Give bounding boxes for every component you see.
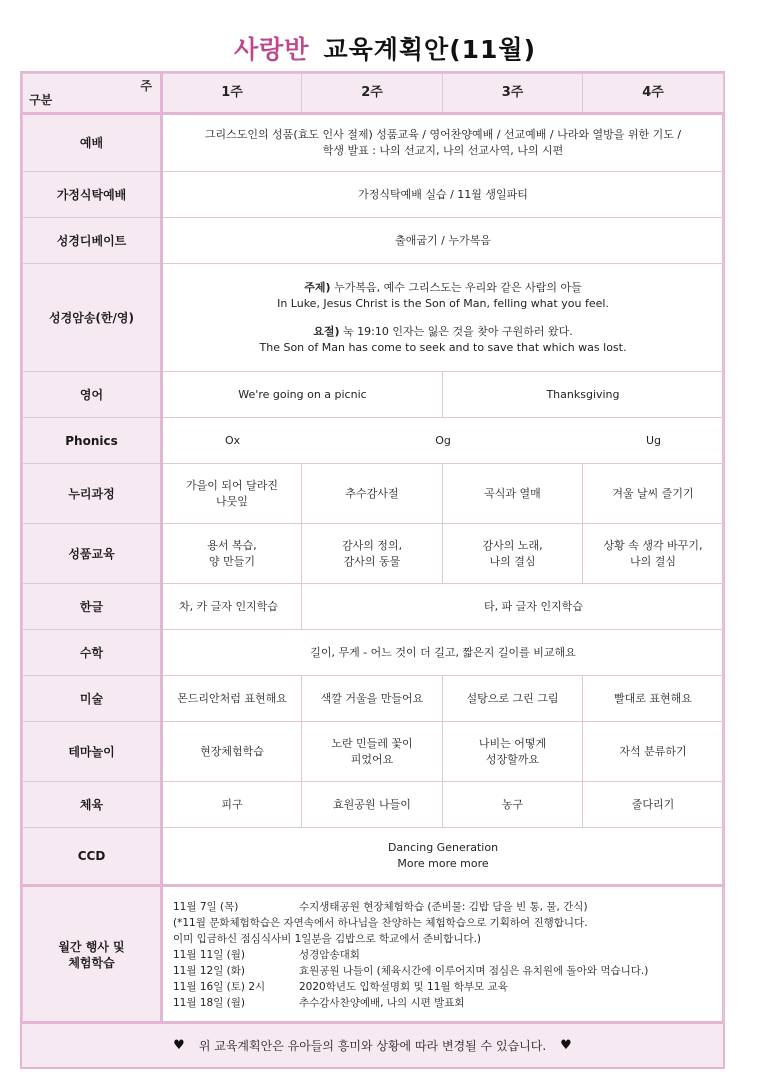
header-row bbox=[23, 74, 724, 114]
theme-en: In Luke, Jesus Christ is the Son of Man, felling what you feel. bbox=[277, 296, 609, 310]
row-events bbox=[23, 886, 724, 1024]
lesson-plan-table bbox=[22, 73, 724, 1024]
art-week-2: 색깔 거울을 만들어요 bbox=[302, 676, 443, 722]
row-label: 수학 bbox=[23, 630, 162, 676]
row-label: 예배 bbox=[23, 114, 162, 172]
event-item: 11월 11일 (월) 성경암송대회 bbox=[173, 949, 360, 961]
row-label: 가정식탁예배 bbox=[23, 172, 162, 218]
event-note: (*11월 문화체험학습은 자연속에서 하나님을 찬양하는 체험학습으로 기획하여 진행합니다. bbox=[173, 917, 588, 929]
phonics-og: Og bbox=[435, 433, 451, 447]
row-family bbox=[23, 172, 724, 218]
event-item: 11월 18일 (월) 추수감사찬양예배, 나의 시편 발표회 bbox=[173, 997, 465, 1009]
row-label: 테마놀이 bbox=[23, 722, 162, 782]
row-label: 성품교육 bbox=[23, 524, 162, 584]
ccd-content: Dancing Generation More more more bbox=[162, 828, 724, 886]
art-week-3: 설탕으로 그린 그림 bbox=[443, 676, 583, 722]
week-1-header: 1주 bbox=[162, 74, 302, 114]
hangul-weeks-2-4: 타, 파 글자 인지학습 bbox=[302, 584, 724, 630]
worship-content bbox=[162, 114, 724, 172]
row-label: Phonics bbox=[23, 418, 162, 464]
debate-content: 출애굽기 / 누가복음 bbox=[162, 218, 724, 264]
row-pe bbox=[23, 782, 724, 828]
row-hangul bbox=[23, 584, 724, 630]
phonics-ug: Ug bbox=[645, 433, 661, 447]
row-label: 월간 행사 및 체험학습 bbox=[23, 886, 162, 1024]
row-debate bbox=[23, 218, 724, 264]
art-week-4: 빨대로 표현해요 bbox=[583, 676, 724, 722]
theme-ko: 주제) 누가복음, 예수 그리스도는 우리와 같은 사람의 아들 bbox=[304, 280, 582, 294]
category-axis-label: 구분 bbox=[29, 93, 53, 107]
row-character bbox=[23, 524, 724, 584]
heart-icon: ♥ bbox=[560, 1038, 572, 1053]
row-theme-play bbox=[23, 722, 724, 782]
phonics-content bbox=[162, 418, 724, 464]
plan-title: 교육계획안(11월) bbox=[323, 35, 536, 64]
row-math bbox=[23, 630, 724, 676]
worship-line-1: 그리스도인의 성품(효도 인사 절제) 성품교육 / 영어찬양예배 / 선교예배 / 나라와 열방을 위한 기도 / bbox=[204, 128, 682, 141]
math-content: 길이, 무게 - 어느 것이 더 길고, 짧은지 길이를 비교해요 bbox=[162, 630, 724, 676]
memory-content bbox=[162, 264, 724, 372]
nuri-week-1: 가을이 되어 달라진 나뭇잎 bbox=[162, 464, 302, 524]
nuri-week-4: 겨울 날씨 즐기기 bbox=[583, 464, 724, 524]
footer-text: 위 교육계획안은 유아들의 흥미와 상황에 따라 변경될 수 있습니다. bbox=[198, 1039, 547, 1053]
verse-ko: 요절) 눅 19:10 인자는 잃은 것을 찾아 구원하러 왔다. bbox=[313, 324, 573, 338]
row-label: 영어 bbox=[23, 372, 162, 418]
event-item: 11월 7일 (목) 수지생태공원 현장체험학습 (준비물: 김밥 담을 빈 통, 물, 간식) bbox=[173, 901, 588, 913]
row-art bbox=[23, 676, 724, 722]
english-weeks-1-2: We're going on a picnic bbox=[162, 372, 443, 418]
event-item: 11월 12일 (화) 효원공원 나들이 (체육시간에 이루어지며 점심은 유치원에 돌아와 먹습니다.) bbox=[173, 965, 649, 977]
row-label: CCD bbox=[23, 828, 162, 886]
page-title bbox=[0, 30, 770, 66]
nuri-week-3: 곡식과 열매 bbox=[443, 464, 583, 524]
character-week-2: 감사의 정의, 감사의 동물 bbox=[302, 524, 443, 584]
theme-play-week-4: 자석 분류하기 bbox=[583, 722, 724, 782]
corner-cell bbox=[23, 74, 162, 114]
row-nuri bbox=[23, 464, 724, 524]
row-label: 성경디베이트 bbox=[23, 218, 162, 264]
nuri-week-2: 추수감사절 bbox=[302, 464, 443, 524]
row-english bbox=[23, 372, 724, 418]
week-axis-label: 주 bbox=[140, 79, 152, 93]
row-label: 성경암송(한/영) bbox=[23, 264, 162, 372]
week-2-header: 2주 bbox=[302, 74, 443, 114]
character-week-1: 용서 복습, 양 만들기 bbox=[162, 524, 302, 584]
worship-line-2: 학생 발표 : 나의 선교지, 나의 선교사역, 나의 시편 bbox=[322, 144, 564, 157]
theme-label: 주제) bbox=[304, 280, 331, 294]
pe-week-4: 줄다리기 bbox=[583, 782, 724, 828]
pe-week-3: 농구 bbox=[443, 782, 583, 828]
character-week-4: 상황 속 생각 바꾸기, 나의 결심 bbox=[583, 524, 724, 584]
art-week-1: 몬드리안처럼 표현해요 bbox=[162, 676, 302, 722]
row-phonics bbox=[23, 418, 724, 464]
verse-en: The Son of Man has come to seek and to save that which was lost. bbox=[259, 340, 627, 354]
event-item: 11월 16일 (토) 2시 2020학년도 입학설명회 및 11월 학부모 교육 bbox=[173, 981, 508, 993]
class-name: 사랑반 bbox=[234, 35, 310, 64]
row-label: 체육 bbox=[23, 782, 162, 828]
english-weeks-3-4: Thanksgiving bbox=[443, 372, 724, 418]
verse-label: 요절) bbox=[313, 324, 340, 338]
pe-week-2: 효원공원 나들이 bbox=[302, 782, 443, 828]
row-label: 누리과정 bbox=[23, 464, 162, 524]
week-4-header: 4주 bbox=[583, 74, 724, 114]
theme-play-week-3: 나비는 어떻게 성장할까요 bbox=[443, 722, 583, 782]
events-content bbox=[162, 886, 724, 1024]
theme-play-week-1: 현장체험학습 bbox=[162, 722, 302, 782]
row-memory bbox=[23, 264, 724, 372]
row-label: 한글 bbox=[23, 584, 162, 630]
row-label: 미술 bbox=[23, 676, 162, 722]
row-ccd bbox=[23, 828, 724, 886]
character-week-3: 감사의 노래, 나의 결심 bbox=[443, 524, 583, 584]
heart-icon: ♥ bbox=[173, 1038, 185, 1053]
hangul-weeks-1-2: 차, 카 글자 인지학습 bbox=[162, 584, 302, 630]
phonics-ox: Ox bbox=[225, 433, 241, 447]
theme-play-week-2: 노란 민들레 꽃이 피었어요 bbox=[302, 722, 443, 782]
week-3-header: 3주 bbox=[443, 74, 583, 114]
row-worship bbox=[23, 114, 724, 172]
pe-week-1: 피구 bbox=[162, 782, 302, 828]
event-note: 이미 입금하신 점심식사비 1일분을 김밥으로 학교에서 준비합니다.) bbox=[173, 933, 482, 945]
footer-notice bbox=[22, 1021, 723, 1067]
family-content: 가정식탁예배 실습 / 11월 생일파티 bbox=[162, 172, 724, 218]
